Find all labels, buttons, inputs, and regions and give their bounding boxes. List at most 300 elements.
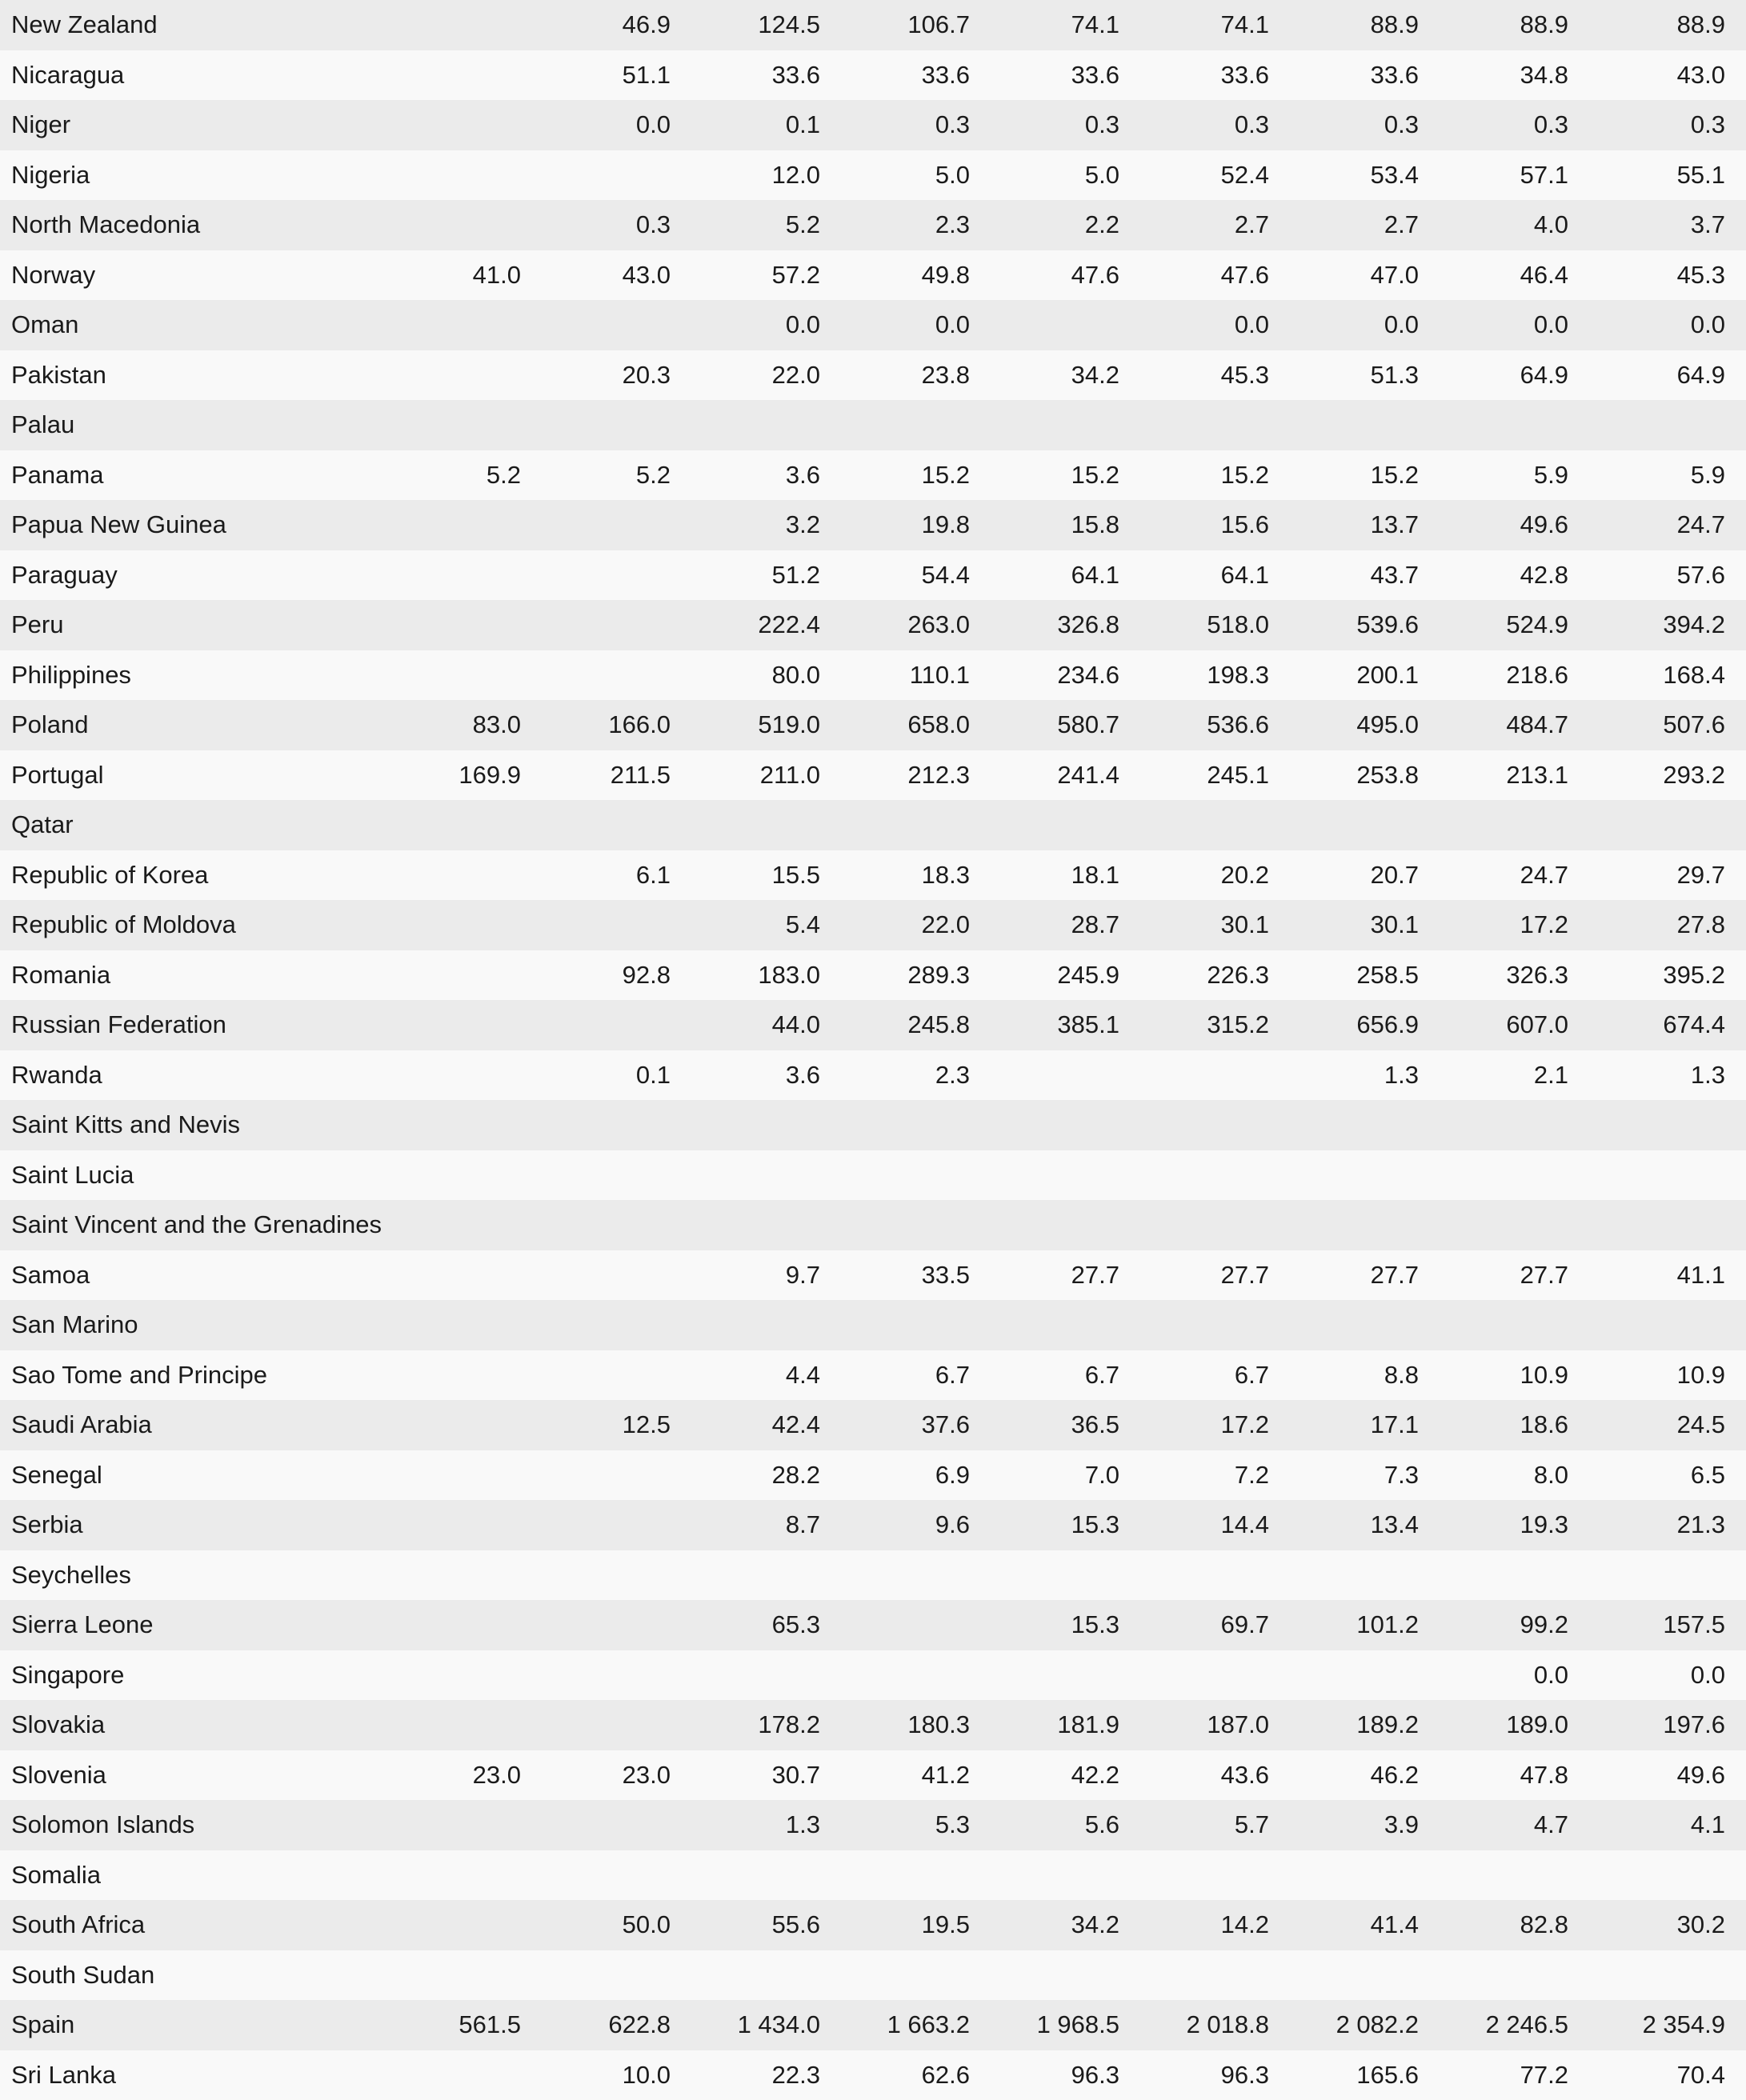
value-cell: 15.2	[1290, 450, 1440, 501]
value-cell	[841, 1200, 991, 1250]
value-cell	[841, 800, 991, 850]
value-cell: 15.3	[991, 1600, 1140, 1650]
value-cell: 5.2	[542, 450, 691, 501]
country-name-cell: Serbia	[0, 1500, 392, 1550]
value-cell	[392, 400, 542, 450]
value-cell: 0.0	[542, 100, 691, 150]
value-cell: 88.9	[1440, 0, 1589, 50]
value-cell	[1440, 1850, 1589, 1901]
value-cell	[841, 400, 991, 450]
value-cell: 45.3	[1589, 250, 1746, 301]
value-cell: 674.4	[1589, 1000, 1746, 1050]
value-cell: 19.3	[1440, 1500, 1589, 1550]
value-cell	[1140, 1100, 1290, 1150]
value-cell	[542, 300, 691, 350]
value-cell	[691, 1950, 841, 2001]
country-name-cell: Paraguay	[0, 550, 392, 601]
table-row	[0, 700, 1746, 750]
value-cell: 157.5	[1589, 1600, 1746, 1650]
value-cell	[542, 900, 691, 950]
value-cell: 6.7	[991, 1350, 1140, 1401]
table-row	[0, 950, 1746, 1001]
value-cell: 10.9	[1589, 1350, 1746, 1401]
value-cell	[991, 1550, 1140, 1601]
value-cell	[542, 1850, 691, 1901]
value-cell: 234.6	[991, 650, 1140, 701]
country-name-cell: Saudi Arabia	[0, 1400, 392, 1450]
table-row	[0, 50, 1746, 101]
value-cell: 7.2	[1140, 1450, 1290, 1501]
value-cell: 47.6	[1140, 250, 1290, 301]
value-cell	[691, 1550, 841, 1601]
value-cell: 106.7	[841, 0, 991, 50]
value-cell: 74.1	[991, 0, 1140, 50]
value-cell	[392, 1100, 542, 1150]
value-cell	[691, 1200, 841, 1250]
value-cell: 0.3	[1589, 100, 1746, 150]
country-name-cell: San Marino	[0, 1300, 392, 1350]
value-cell: 44.0	[691, 1000, 841, 1050]
value-cell: 0.3	[542, 200, 691, 250]
value-cell	[991, 1650, 1140, 1701]
value-cell: 64.1	[1140, 550, 1290, 601]
value-cell	[991, 400, 1140, 450]
table-row	[0, 250, 1746, 301]
value-cell	[392, 1600, 542, 1650]
value-cell: 178.2	[691, 1700, 841, 1750]
value-cell: 180.3	[841, 1700, 991, 1750]
country-name-cell: North Macedonia	[0, 200, 392, 250]
table-row	[0, 500, 1746, 550]
value-cell: 4.7	[1440, 1800, 1589, 1850]
value-cell	[991, 1150, 1140, 1201]
value-cell: 6.1	[542, 850, 691, 901]
table-row	[0, 1150, 1746, 1201]
country-name-cell: Sao Tome and Principe	[0, 1350, 392, 1401]
value-cell: 5.9	[1589, 450, 1746, 501]
value-cell: 0.0	[1589, 1650, 1746, 1701]
value-cell	[1589, 800, 1746, 850]
value-cell: 41.1	[1589, 1250, 1746, 1301]
value-cell: 166.0	[542, 700, 691, 750]
value-cell: 15.2	[841, 450, 991, 501]
value-cell	[392, 1000, 542, 1050]
value-cell: 385.1	[991, 1000, 1140, 1050]
value-cell: 20.3	[542, 350, 691, 401]
table-row	[0, 1500, 1746, 1550]
value-cell: 245.8	[841, 1000, 991, 1050]
table-row	[0, 150, 1746, 201]
value-cell: 10.9	[1440, 1350, 1589, 1401]
value-cell: 51.2	[691, 550, 841, 601]
value-cell: 82.8	[1440, 1900, 1589, 1950]
value-cell: 181.9	[991, 1700, 1140, 1750]
value-cell: 5.2	[691, 200, 841, 250]
table-row	[0, 1100, 1746, 1150]
value-cell: 20.2	[1140, 850, 1290, 901]
value-cell	[392, 0, 542, 50]
value-cell: 0.0	[1440, 1650, 1589, 1701]
value-cell: 561.5	[392, 2000, 542, 2050]
country-name-cell: Samoa	[0, 1250, 392, 1301]
table-row	[0, 1550, 1746, 1601]
value-cell: 27.8	[1589, 900, 1746, 950]
value-cell: 9.6	[841, 1500, 991, 1550]
value-cell	[991, 1950, 1140, 2001]
table-row	[0, 750, 1746, 801]
value-cell: 18.3	[841, 850, 991, 901]
value-cell	[392, 1400, 542, 1450]
value-cell	[392, 150, 542, 201]
value-cell: 19.5	[841, 1900, 991, 1950]
value-cell: 12.0	[691, 150, 841, 201]
value-cell: 5.7	[1140, 1800, 1290, 1850]
value-cell: 30.1	[1140, 900, 1290, 950]
country-name-cell: Niger	[0, 100, 392, 150]
value-cell: 55.1	[1589, 150, 1746, 201]
value-cell: 46.4	[1440, 250, 1589, 301]
value-cell: 55.6	[691, 1900, 841, 1950]
country-name-cell: Philippines	[0, 650, 392, 701]
value-cell	[1440, 800, 1589, 850]
value-cell: 3.2	[691, 500, 841, 550]
value-cell: 0.0	[691, 300, 841, 350]
country-name-cell: Russian Federation	[0, 1000, 392, 1050]
value-cell: 51.1	[542, 50, 691, 101]
value-cell: 519.0	[691, 700, 841, 750]
value-cell: 0.3	[1140, 100, 1290, 150]
country-name-cell: Romania	[0, 950, 392, 1001]
value-cell	[542, 1650, 691, 1701]
value-cell	[392, 1250, 542, 1301]
value-cell	[392, 50, 542, 101]
value-cell: 258.5	[1290, 950, 1440, 1001]
value-cell	[392, 850, 542, 901]
value-cell: 8.0	[1440, 1450, 1589, 1501]
value-cell: 22.0	[691, 350, 841, 401]
value-cell: 1 663.2	[841, 2000, 991, 2050]
value-cell: 42.4	[691, 1400, 841, 1450]
table-row	[0, 1200, 1746, 1250]
value-cell: 8.7	[691, 1500, 841, 1550]
value-cell: 226.3	[1140, 950, 1290, 1001]
value-cell: 2 082.2	[1290, 2000, 1440, 2050]
value-cell	[542, 400, 691, 450]
country-name-cell: Nicaragua	[0, 50, 392, 101]
value-cell	[841, 1550, 991, 1601]
value-cell: 5.0	[991, 150, 1140, 201]
value-cell	[542, 1500, 691, 1550]
value-cell: 198.3	[1140, 650, 1290, 701]
country-name-cell: Slovenia	[0, 1750, 392, 1801]
value-cell	[542, 1300, 691, 1350]
country-name-cell: South Sudan	[0, 1950, 392, 2001]
value-cell	[392, 1900, 542, 1950]
table-row	[0, 1350, 1746, 1401]
value-cell	[542, 150, 691, 201]
country-name-cell: Poland	[0, 700, 392, 750]
value-cell	[392, 1300, 542, 1350]
value-cell: 62.6	[841, 2050, 991, 2100]
value-cell	[991, 1050, 1140, 1101]
value-cell: 12.5	[542, 1400, 691, 1450]
value-cell: 293.2	[1589, 750, 1746, 801]
value-cell: 187.0	[1140, 1700, 1290, 1750]
value-cell: 183.0	[691, 950, 841, 1001]
value-cell	[1140, 1150, 1290, 1201]
country-name-cell: Portugal	[0, 750, 392, 801]
value-cell: 658.0	[841, 700, 991, 750]
table-row	[0, 350, 1746, 401]
value-cell: 24.7	[1589, 500, 1746, 550]
value-cell: 0.1	[542, 1050, 691, 1101]
value-cell: 43.6	[1140, 1750, 1290, 1801]
value-cell	[542, 1100, 691, 1150]
table-row	[0, 1300, 1746, 1350]
value-cell: 5.6	[991, 1800, 1140, 1850]
value-cell: 2 246.5	[1440, 2000, 1589, 2050]
value-cell: 41.2	[841, 1750, 991, 1801]
value-cell: 27.7	[1140, 1250, 1290, 1301]
value-cell: 4.4	[691, 1350, 841, 1401]
value-cell: 42.2	[991, 1750, 1140, 1801]
value-cell: 27.7	[1440, 1250, 1589, 1301]
value-cell: 15.2	[1140, 450, 1290, 501]
table-row	[0, 550, 1746, 601]
value-cell	[1440, 400, 1589, 450]
value-cell: 13.4	[1290, 1500, 1440, 1550]
value-cell	[1589, 1200, 1746, 1250]
value-cell: 315.2	[1140, 1000, 1290, 1050]
value-cell: 52.4	[1140, 150, 1290, 201]
country-name-cell: Saint Kitts and Nevis	[0, 1100, 392, 1150]
value-cell	[991, 1100, 1140, 1150]
country-name-cell: Norway	[0, 250, 392, 301]
value-cell: 213.1	[1440, 750, 1589, 801]
country-name-cell: Rwanda	[0, 1050, 392, 1101]
value-cell	[392, 300, 542, 350]
value-cell: 241.4	[991, 750, 1140, 801]
value-cell: 17.2	[1440, 900, 1589, 950]
value-cell: 1.3	[1589, 1050, 1746, 1101]
country-name-cell: Pakistan	[0, 350, 392, 401]
value-cell	[392, 1050, 542, 1101]
value-cell: 36.5	[991, 1400, 1140, 1450]
value-cell	[542, 1450, 691, 1501]
value-cell	[542, 1550, 691, 1601]
table-row	[0, 450, 1746, 501]
value-cell	[392, 800, 542, 850]
country-name-cell: Seychelles	[0, 1550, 392, 1601]
value-cell: 34.2	[991, 1900, 1140, 1950]
value-cell	[1290, 400, 1440, 450]
value-cell	[392, 1800, 542, 1850]
value-cell: 4.0	[1440, 200, 1589, 250]
value-cell	[1290, 1100, 1440, 1150]
value-cell: 50.0	[542, 1900, 691, 1950]
value-cell: 5.3	[841, 1800, 991, 1850]
value-cell: 263.0	[841, 600, 991, 650]
value-cell	[841, 1950, 991, 2001]
value-cell	[1589, 1550, 1746, 1601]
value-cell: 0.0	[1140, 300, 1290, 350]
value-cell: 0.3	[1290, 100, 1440, 150]
value-cell	[1290, 800, 1440, 850]
value-cell	[392, 600, 542, 650]
value-cell	[1140, 1050, 1290, 1101]
table-row	[0, 400, 1746, 450]
value-cell	[1440, 1300, 1589, 1350]
value-cell: 37.6	[841, 1400, 991, 1450]
table-row	[0, 650, 1746, 701]
value-cell: 15.2	[991, 450, 1140, 501]
country-name-cell: Peru	[0, 600, 392, 650]
value-cell: 7.0	[991, 1450, 1140, 1501]
value-cell: 6.5	[1589, 1450, 1746, 1501]
value-cell: 124.5	[691, 0, 841, 50]
value-cell: 8.8	[1290, 1350, 1440, 1401]
value-cell: 0.0	[1440, 300, 1589, 350]
value-cell: 33.6	[1290, 50, 1440, 101]
table-row	[0, 1000, 1746, 1050]
value-cell	[1440, 1100, 1589, 1150]
value-cell: 28.7	[991, 900, 1140, 950]
value-cell: 6.7	[1140, 1350, 1290, 1401]
value-cell	[542, 1800, 691, 1850]
value-cell	[1290, 1200, 1440, 1250]
value-cell: 29.7	[1589, 850, 1746, 901]
value-cell: 96.3	[1140, 2050, 1290, 2100]
table-row	[0, 1700, 1746, 1750]
value-cell: 22.0	[841, 900, 991, 950]
value-cell: 2.3	[841, 200, 991, 250]
value-cell: 169.9	[392, 750, 542, 801]
value-cell: 18.1	[991, 850, 1140, 901]
value-cell: 19.8	[841, 500, 991, 550]
value-cell	[392, 550, 542, 601]
value-cell: 27.7	[991, 1250, 1140, 1301]
value-cell: 395.2	[1589, 950, 1746, 1001]
value-cell: 3.6	[691, 1050, 841, 1101]
value-cell: 518.0	[1140, 600, 1290, 650]
country-name-cell: Qatar	[0, 800, 392, 850]
value-cell	[1290, 1850, 1440, 1901]
value-cell: 15.3	[991, 1500, 1140, 1550]
value-cell	[542, 1600, 691, 1650]
table-row	[0, 1050, 1746, 1101]
value-cell	[392, 1200, 542, 1250]
value-cell	[392, 900, 542, 950]
table-row	[0, 1400, 1746, 1450]
table-row	[0, 1250, 1746, 1301]
table-row	[0, 1800, 1746, 1850]
value-cell	[691, 800, 841, 850]
value-cell: 168.4	[1589, 650, 1746, 701]
value-cell	[691, 1100, 841, 1150]
value-cell	[1589, 1150, 1746, 1201]
value-cell: 3.9	[1290, 1800, 1440, 1850]
value-cell: 45.3	[1140, 350, 1290, 401]
value-cell: 394.2	[1589, 600, 1746, 650]
value-cell	[542, 1200, 691, 1250]
value-cell: 13.7	[1290, 500, 1440, 550]
value-cell: 43.0	[1589, 50, 1746, 101]
value-cell: 4.1	[1589, 1800, 1746, 1850]
value-cell: 9.7	[691, 1250, 841, 1301]
value-cell: 74.1	[1140, 0, 1290, 50]
value-cell	[691, 1850, 841, 1901]
value-cell: 53.4	[1290, 150, 1440, 201]
table-row	[0, 1450, 1746, 1501]
value-cell: 80.0	[691, 650, 841, 701]
value-cell: 7.3	[1290, 1450, 1440, 1501]
value-cell: 536.6	[1140, 700, 1290, 750]
value-cell	[392, 100, 542, 150]
country-name-cell: Spain	[0, 2000, 392, 2050]
value-cell	[991, 1200, 1140, 1250]
value-cell: 69.7	[1140, 1600, 1290, 1650]
value-cell: 49.6	[1589, 1750, 1746, 1801]
value-cell: 23.0	[392, 1750, 542, 1801]
value-cell: 83.0	[392, 700, 542, 750]
value-cell	[392, 500, 542, 550]
value-cell: 2 354.9	[1589, 2000, 1746, 2050]
value-cell	[392, 1550, 542, 1601]
country-name-cell: Sierra Leone	[0, 1600, 392, 1650]
value-cell: 46.2	[1290, 1750, 1440, 1801]
value-cell: 656.9	[1290, 1000, 1440, 1050]
value-cell	[991, 800, 1140, 850]
country-name-cell: Solomon Islands	[0, 1800, 392, 1850]
value-cell	[1440, 1200, 1589, 1250]
value-cell	[392, 1650, 542, 1701]
value-cell: 23.8	[841, 350, 991, 401]
value-cell: 110.1	[841, 650, 991, 701]
country-name-cell: Panama	[0, 450, 392, 501]
value-cell	[841, 1650, 991, 1701]
value-cell: 2.7	[1290, 200, 1440, 250]
value-cell: 0.3	[841, 100, 991, 150]
table-row	[0, 2050, 1746, 2100]
value-cell	[542, 800, 691, 850]
value-cell	[841, 1300, 991, 1350]
value-cell	[1440, 1150, 1589, 1201]
value-cell: 622.8	[542, 2000, 691, 2050]
value-cell: 18.6	[1440, 1400, 1589, 1450]
value-cell	[1290, 1550, 1440, 1601]
value-cell: 54.4	[841, 550, 991, 601]
value-cell: 495.0	[1290, 700, 1440, 750]
value-cell: 77.2	[1440, 2050, 1589, 2100]
value-cell	[392, 950, 542, 1001]
value-cell: 21.3	[1589, 1500, 1746, 1550]
value-cell: 200.1	[1290, 650, 1440, 701]
value-cell: 88.9	[1290, 0, 1440, 50]
value-cell	[691, 1300, 841, 1350]
value-cell: 43.0	[542, 250, 691, 301]
value-cell	[991, 300, 1140, 350]
value-cell: 14.2	[1140, 1900, 1290, 1950]
value-cell: 5.2	[392, 450, 542, 501]
value-cell: 2.1	[1440, 1050, 1589, 1101]
value-cell: 30.7	[691, 1750, 841, 1801]
table-row	[0, 200, 1746, 250]
value-cell	[542, 1000, 691, 1050]
value-cell: 15.8	[991, 500, 1140, 550]
value-cell: 1 434.0	[691, 2000, 841, 2050]
value-cell: 0.0	[841, 300, 991, 350]
value-cell: 70.4	[1589, 2050, 1746, 2100]
